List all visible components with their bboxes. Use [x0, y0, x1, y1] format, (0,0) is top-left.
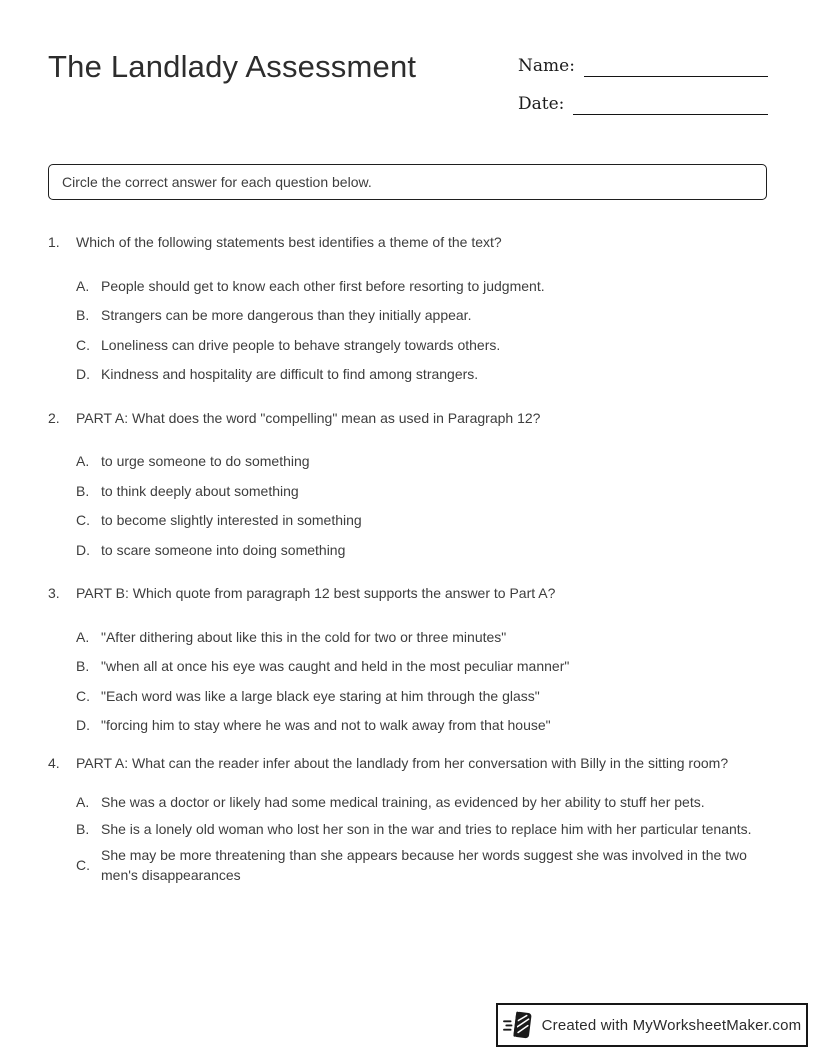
question-number: 3.	[48, 585, 60, 601]
date-blank-line	[573, 87, 768, 115]
choice-letter: C.	[76, 336, 90, 353]
question-number: 2.	[48, 409, 60, 426]
date-row	[518, 88, 768, 115]
choice-letter: A.	[76, 277, 90, 294]
choice-letter: B.	[76, 307, 90, 324]
name-row	[518, 50, 768, 77]
answer-choice	[76, 277, 768, 297]
choice-text: Kindness and hospitality are difficult to find among strangers.	[101, 366, 479, 382]
choice-letter: B.	[76, 482, 90, 499]
choice-text: She may be more threatening than she appears because her words suggest she was involved in the two men's disappearances	[101, 847, 747, 883]
name-date-block	[518, 50, 768, 115]
name-label: Name:	[518, 56, 575, 76]
choice-letter: A.	[76, 628, 90, 645]
question-row	[48, 754, 768, 774]
question-block	[48, 584, 768, 736]
page-title: The Landlady Assessment	[48, 49, 417, 84]
question-text: PART B: Which quote from paragraph 12 best supports the answer to Part A?	[76, 585, 556, 601]
choice-list	[76, 277, 768, 385]
answer-choice	[76, 846, 768, 885]
answer-choice	[76, 541, 768, 561]
answer-choice	[76, 687, 768, 707]
choice-text: "forcing him to stay where he was and not to walk away from that house"	[101, 717, 551, 733]
choice-text: to think deeply about something	[101, 482, 299, 499]
name-blank-line	[584, 49, 768, 77]
date-label: Date:	[518, 94, 565, 114]
choice-text: People should get to know each other first before resorting to judgment.	[101, 277, 545, 294]
question-list	[48, 233, 768, 892]
choice-text: to scare someone into doing something	[101, 541, 346, 558]
question-text: Which of the following statements best identifies a theme of the text?	[76, 234, 502, 250]
choice-text: to urge someone to do something	[101, 453, 310, 469]
question-block	[48, 233, 768, 385]
worksheet-logo-icon	[503, 1010, 535, 1040]
choice-letter: A.	[76, 794, 90, 811]
instruction-text: Circle the correct answer for each question below.	[62, 174, 372, 190]
question-row	[48, 409, 768, 429]
choice-text: She was a doctor or likely had some medical training, as evidenced by her ability to stuff her pets.	[101, 794, 705, 810]
question-row	[48, 584, 768, 604]
answer-choice	[76, 365, 768, 385]
choice-text: Loneliness can drive people to behave strangely towards others.	[101, 336, 501, 353]
answer-choice	[76, 820, 768, 840]
choice-letter: B.	[76, 820, 90, 837]
answer-choice	[76, 336, 768, 356]
answer-choice	[76, 716, 768, 736]
question-text: PART A: What does the word "compelling" mean as used in Paragraph 12?	[76, 409, 541, 426]
choice-text: She is a lonely old woman who lost her son in the war and tries to replace him with her particular tenants.	[101, 820, 752, 837]
answer-choice	[76, 452, 768, 472]
choice-letter: C.	[76, 512, 90, 529]
choice-letter: A.	[76, 453, 90, 470]
choice-letter: C.	[76, 687, 90, 704]
choice-list	[76, 793, 768, 885]
answer-choice	[76, 511, 768, 531]
choice-list	[76, 628, 768, 736]
footer-credit-text: Created with MyWorksheetMaker.com	[541, 1016, 802, 1034]
question-text: PART A: What can the reader infer about the landlady from her conversation with Billy in the sitting room?	[76, 754, 729, 771]
choice-text: "when all at once his eye was caught and held in the most peculiar manner"	[101, 658, 570, 674]
question-number: 4.	[48, 754, 60, 771]
question-number: 1.	[48, 234, 60, 250]
question-block	[48, 754, 768, 886]
footer-credit-box	[496, 1003, 808, 1047]
choice-text: to become slightly interested in something	[101, 512, 362, 528]
question-row	[48, 233, 768, 253]
answer-choice	[76, 657, 768, 677]
instruction-box	[48, 164, 767, 200]
choice-text: "Each word was like a large black eye staring at him through the glass"	[101, 687, 540, 704]
answer-choice	[76, 306, 768, 326]
choice-letter: D.	[76, 366, 90, 383]
question-block	[48, 409, 768, 561]
answer-choice	[76, 793, 768, 813]
answer-choice	[76, 628, 768, 648]
choice-text: Strangers can be more dangerous than they initially appear.	[101, 307, 472, 323]
answer-choice	[76, 482, 768, 502]
choice-letter: B.	[76, 658, 90, 675]
choice-letter: C.	[76, 857, 90, 873]
choice-list	[76, 452, 768, 560]
choice-letter: D.	[76, 541, 90, 558]
choice-letter: D.	[76, 717, 90, 734]
choice-text: "After dithering about like this in the cold for two or three minutes"	[101, 628, 507, 645]
